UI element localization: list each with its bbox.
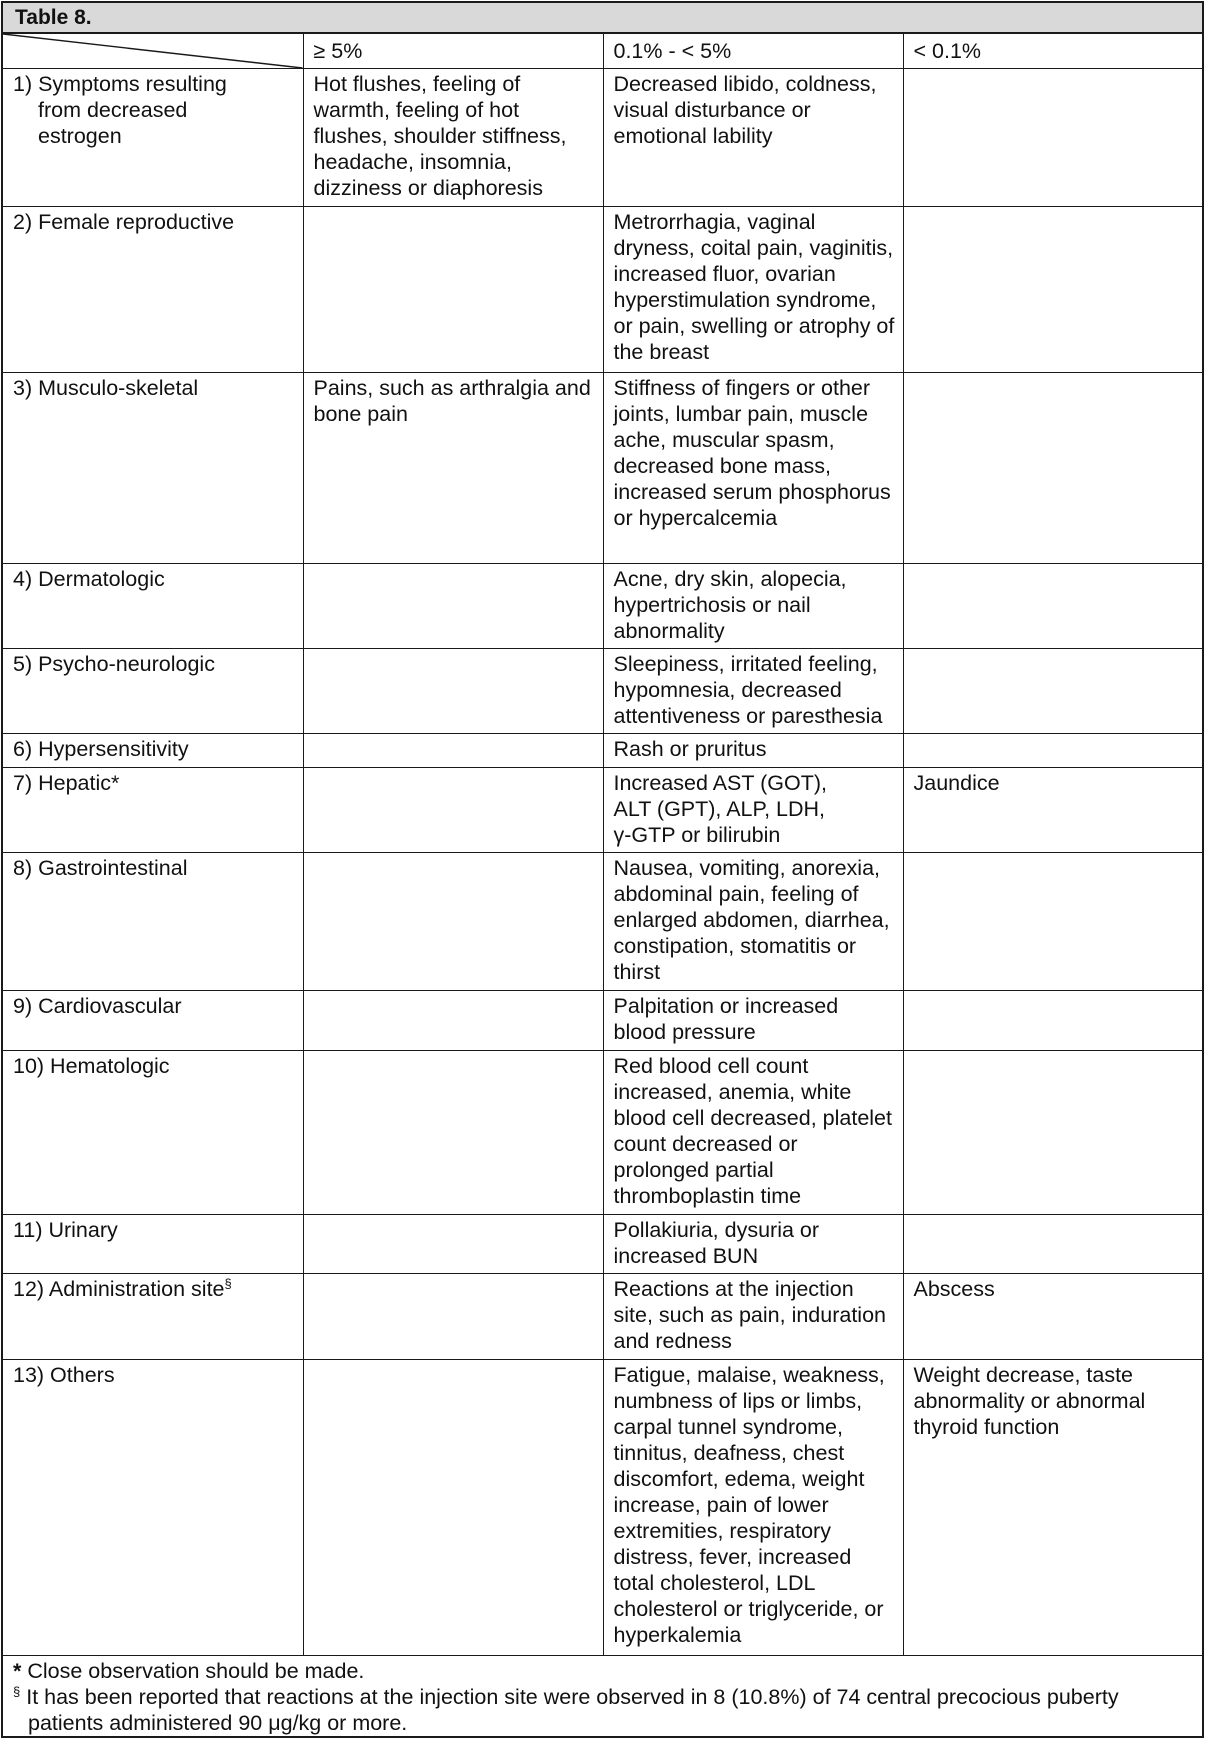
cell-lt-0-1 xyxy=(903,373,1202,564)
footnote-star xyxy=(13,1658,1194,1684)
category-cell: 10) Hematologic xyxy=(3,1051,303,1215)
footnote-section-text-cont: patients administered 90 μg/kg or more. xyxy=(13,1710,1194,1736)
cell-line: γ-GTP or bilirubin xyxy=(614,822,897,848)
cell-lt-0-1 xyxy=(903,734,1202,768)
cell-ge-5: Hot flushes, feeling of warmth, feeling of hot flushes, shoulder stiffness, headache, insomnia, dizziness or diaphoresis xyxy=(303,69,603,207)
cell-ge-5 xyxy=(303,768,603,853)
table-title: Table 8. xyxy=(3,3,1202,34)
category-cell: 5) Psycho-neurologic xyxy=(3,649,303,734)
footnote-star-text: Close observation should be made. xyxy=(27,1659,364,1683)
cell-ge-5 xyxy=(303,991,603,1051)
table-frame xyxy=(1,1,1204,1738)
table-row xyxy=(3,734,1202,768)
cell-ge-5 xyxy=(303,207,603,373)
category-cell: 4) Dermatologic xyxy=(3,564,303,649)
category-cell: 11) Urinary xyxy=(3,1215,303,1274)
category-cell: 2) Female reproductive xyxy=(3,207,303,373)
cell-lt-0-1 xyxy=(903,1051,1202,1215)
column-header-lt-0-1: < 0.1% xyxy=(903,34,1202,69)
diagonal-line xyxy=(3,34,303,68)
table-row xyxy=(3,1274,1202,1360)
cell-ge-5 xyxy=(303,564,603,649)
table-row xyxy=(3,649,1202,734)
cell-ge-5 xyxy=(303,853,603,991)
cell-0-1-to-5: Acne, dry skin, alopecia, hypertrichosis or nail abnormality xyxy=(603,564,903,649)
column-header-0-1-to-5: 0.1% - < 5% xyxy=(603,34,903,69)
cell-0-1-to-5: Rash or pruritus xyxy=(603,734,903,768)
cell-lt-0-1: Weight decrease, taste abnormality or abnormal thyroid function xyxy=(903,1360,1202,1656)
cell-line: ALT (GPT), ALP, LDH, xyxy=(614,796,897,822)
cell-lt-0-1 xyxy=(903,853,1202,991)
cell-lt-0-1: Jaundice xyxy=(903,768,1202,853)
category-line: estrogen xyxy=(13,123,297,149)
table-row xyxy=(3,1051,1202,1215)
cell-0-1-to-5: Pollakiuria, dysuria or increased BUN xyxy=(603,1215,903,1274)
table-row xyxy=(3,1215,1202,1274)
header-row xyxy=(3,34,1202,69)
table-row xyxy=(3,207,1202,373)
cell-0-1-to-5: Decreased libido, coldness, visual disturbance or emotional lability xyxy=(603,69,903,207)
category-label: 12) Administration site xyxy=(13,1277,225,1301)
category-cell: 9) Cardiovascular xyxy=(3,991,303,1051)
category-cell xyxy=(3,1274,303,1360)
cell-lt-0-1 xyxy=(903,69,1202,207)
cell-line: Increased AST (GOT), xyxy=(614,770,897,796)
cell-0-1-to-5: Nausea, vomiting, anorexia, abdominal pain, feeling of enlarged abdomen, diarrhea, constipation, stomatitis or thirst xyxy=(603,853,903,991)
table-row xyxy=(3,853,1202,991)
cell-lt-0-1: Abscess xyxy=(903,1274,1202,1360)
category-cell: 6) Hypersensitivity xyxy=(3,734,303,768)
cell-lt-0-1 xyxy=(903,649,1202,734)
category-cell: 13) Others xyxy=(3,1360,303,1656)
cell-0-1-to-5: Fatigue, malaise, weakness, numbness of lips or limbs, carpal tunnel syndrome, tinnitus, deafness, chest discomfort, edema, weight increase, pain of lower extremities, respiratory distress, fever, increased total cholesterol, LDL cholesterol or triglyceride, or hyperkalemia xyxy=(603,1360,903,1656)
cell-ge-5 xyxy=(303,734,603,768)
category-cell: 8) Gastrointestinal xyxy=(3,853,303,991)
cell-0-1-to-5: Metrorrhagia, vaginal dryness, coital pain, vaginitis, increased fluor, ovarian hyperstimulation syndrome, or pain, swelling or atrophy of the breast xyxy=(603,207,903,373)
table-row xyxy=(3,991,1202,1051)
cell-0-1-to-5: Stiffness of fingers or other joints, lumbar pain, muscle ache, muscular spasm, decreased bone mass, increased serum phosphorus or hypercalcemia xyxy=(603,373,903,564)
diagonal-corner-cell xyxy=(3,34,303,69)
table-row xyxy=(3,564,1202,649)
cell-0-1-to-5: Sleepiness, irritated feeling, hypomnesia, decreased attentiveness or paresthesia xyxy=(603,649,903,734)
table-row xyxy=(3,1360,1202,1656)
section-mark: § xyxy=(13,1684,20,1699)
cell-lt-0-1 xyxy=(903,207,1202,373)
cell-lt-0-1 xyxy=(903,564,1202,649)
footnotes xyxy=(3,1656,1202,1740)
category-cell xyxy=(3,69,303,207)
cell-ge-5 xyxy=(303,649,603,734)
cell-0-1-to-5: Palpitation or increased blood pressure xyxy=(603,991,903,1051)
cell-lt-0-1 xyxy=(903,991,1202,1051)
column-header-ge-5: ≥ 5% xyxy=(303,34,603,69)
cell-ge-5 xyxy=(303,1274,603,1360)
cell-ge-5 xyxy=(303,1360,603,1656)
table-row xyxy=(3,768,1202,853)
cell-ge-5: Pains, such as arthralgia and bone pain xyxy=(303,373,603,564)
category-line: 1) Symptoms resulting xyxy=(13,72,227,96)
section-mark: § xyxy=(225,1276,232,1291)
cell-0-1-to-5 xyxy=(603,768,903,853)
table-row xyxy=(3,69,1202,207)
adverse-reactions-table xyxy=(3,34,1202,1740)
footnote-row xyxy=(3,1656,1202,1740)
cell-ge-5 xyxy=(303,1215,603,1274)
cell-ge-5 xyxy=(303,1051,603,1215)
table-row xyxy=(3,373,1202,564)
footnote-section-text: It has been reported that reactions at the injection site were observed in 8 (10.8%) of 74 central precocious puberty xyxy=(26,1685,1118,1709)
cell-lt-0-1 xyxy=(903,1215,1202,1274)
category-cell: 7) Hepatic* xyxy=(3,768,303,853)
category-line: from decreased xyxy=(13,97,297,123)
footnote-section xyxy=(13,1684,1194,1736)
cell-0-1-to-5: Reactions at the injection site, such as pain, induration and redness xyxy=(603,1274,903,1360)
category-cell: 3) Musculo-skeletal xyxy=(3,373,303,564)
asterisk-mark: * xyxy=(13,1659,21,1683)
cell-0-1-to-5: Red blood cell count increased, anemia, white blood cell decreased, platelet count decreased or prolonged partial thromboplastin time xyxy=(603,1051,903,1215)
